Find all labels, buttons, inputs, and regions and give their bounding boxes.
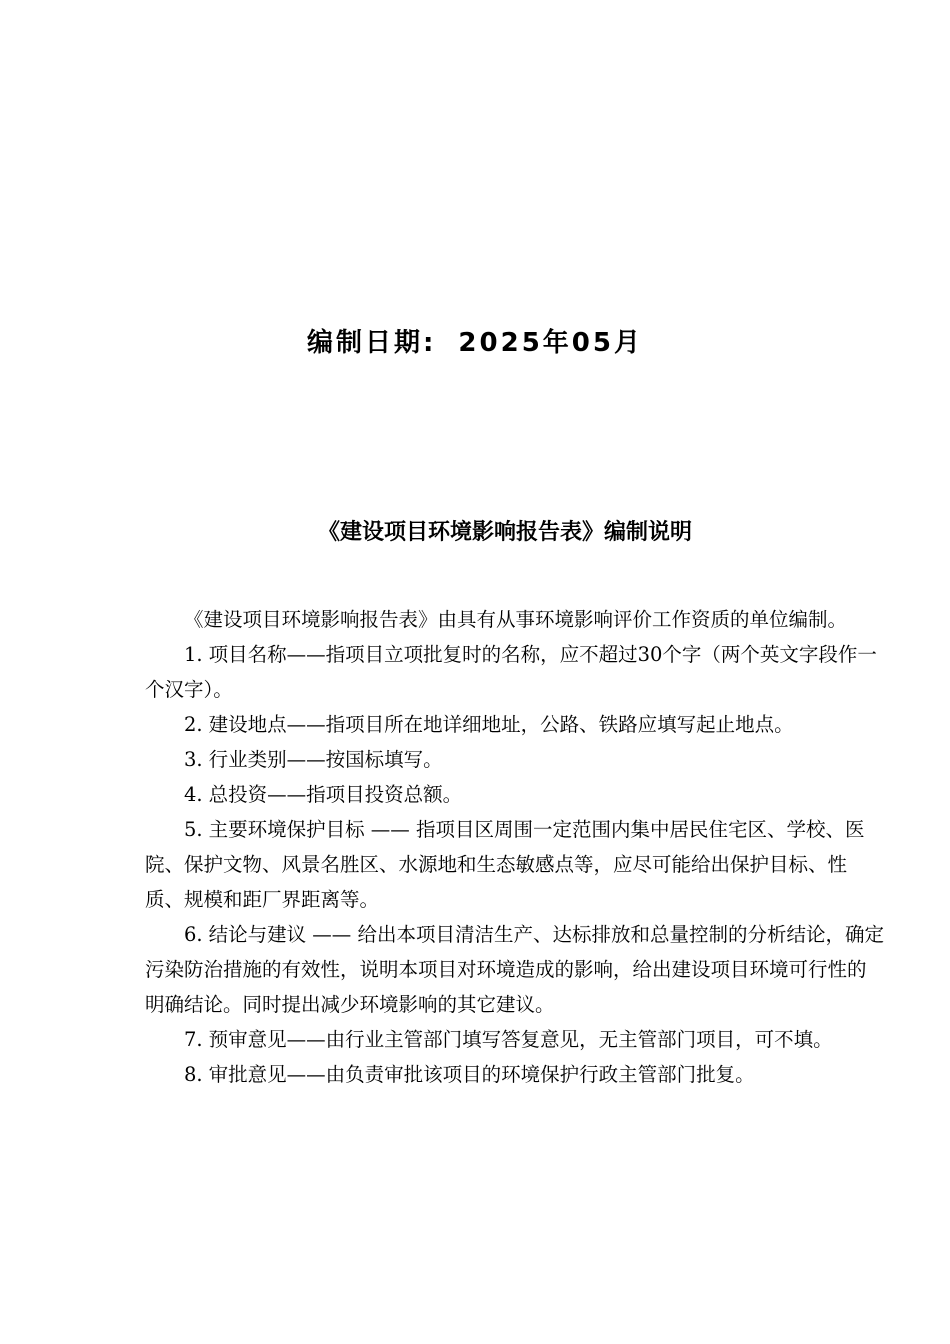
- instructions-title: 《建设项目环境影响报告表》编制说明: [317, 520, 692, 545]
- intro-paragraph: 《建设项目环境影响报告表》由具有从事环境影响评价工作资质的单位编制。: [184, 608, 848, 631]
- instruction-item: [145, 777, 885, 812]
- instruction-item: [145, 917, 885, 1022]
- date-label: 编制日期:: [307, 328, 437, 358]
- item-number: 5.: [184, 818, 203, 841]
- instruction-item: [145, 812, 885, 917]
- instruction-item: [145, 1057, 885, 1092]
- date-value: 2025年05月: [458, 328, 643, 358]
- instructions-body: [145, 602, 885, 1092]
- item-number: 8.: [184, 1063, 203, 1086]
- item-text: 项目名称——指项目立项批复时的名称，应不超过30个字（两个英文字段作一个汉字）。: [145, 643, 877, 701]
- item-text: 建设地点——指项目所在地详细地址，公路、铁路应填写起止地点。: [208, 713, 794, 736]
- item-text: 总投资——指项目投资总额。: [208, 783, 463, 806]
- item-text: 主要环境保护目标 —— 指项目区周围一定范围内集中居民住宅区、学校、医院、保护文物、风景名胜区、水源地和生态敏感点等，应尽可能给出保护目标、性质、规模和距厂界距离等。: [145, 818, 865, 911]
- item-text: 结论与建议 —— 给出本项目清洁生产、达标排放和总量控制的分析结论，确定污染防治措施的有效性，说明本项目对环境造成的影响，给出建设项目环境可行性的明确结论。同时提出减少环境影响的其它建议。: [145, 923, 885, 1016]
- item-text: 行业类别——按国标填写。: [208, 748, 443, 771]
- item-number: 4.: [184, 783, 203, 806]
- item-number: 6.: [184, 923, 203, 946]
- item-text: 预审意见——由行业主管部门填写答复意见，无主管部门项目，可不填。: [208, 1028, 833, 1051]
- item-text: 审批意见——由负责审批该项目的环境保护行政主管部门批复。: [208, 1063, 755, 1086]
- item-number: 1.: [184, 643, 203, 666]
- instruction-item: [145, 742, 885, 777]
- instruction-item: [145, 707, 885, 742]
- item-number: 3.: [184, 748, 203, 771]
- instruction-item: [145, 637, 885, 707]
- item-number: 2.: [184, 713, 203, 736]
- compilation-date: [0, 322, 950, 359]
- item-number: 7.: [184, 1028, 203, 1051]
- instruction-item: [145, 1022, 885, 1057]
